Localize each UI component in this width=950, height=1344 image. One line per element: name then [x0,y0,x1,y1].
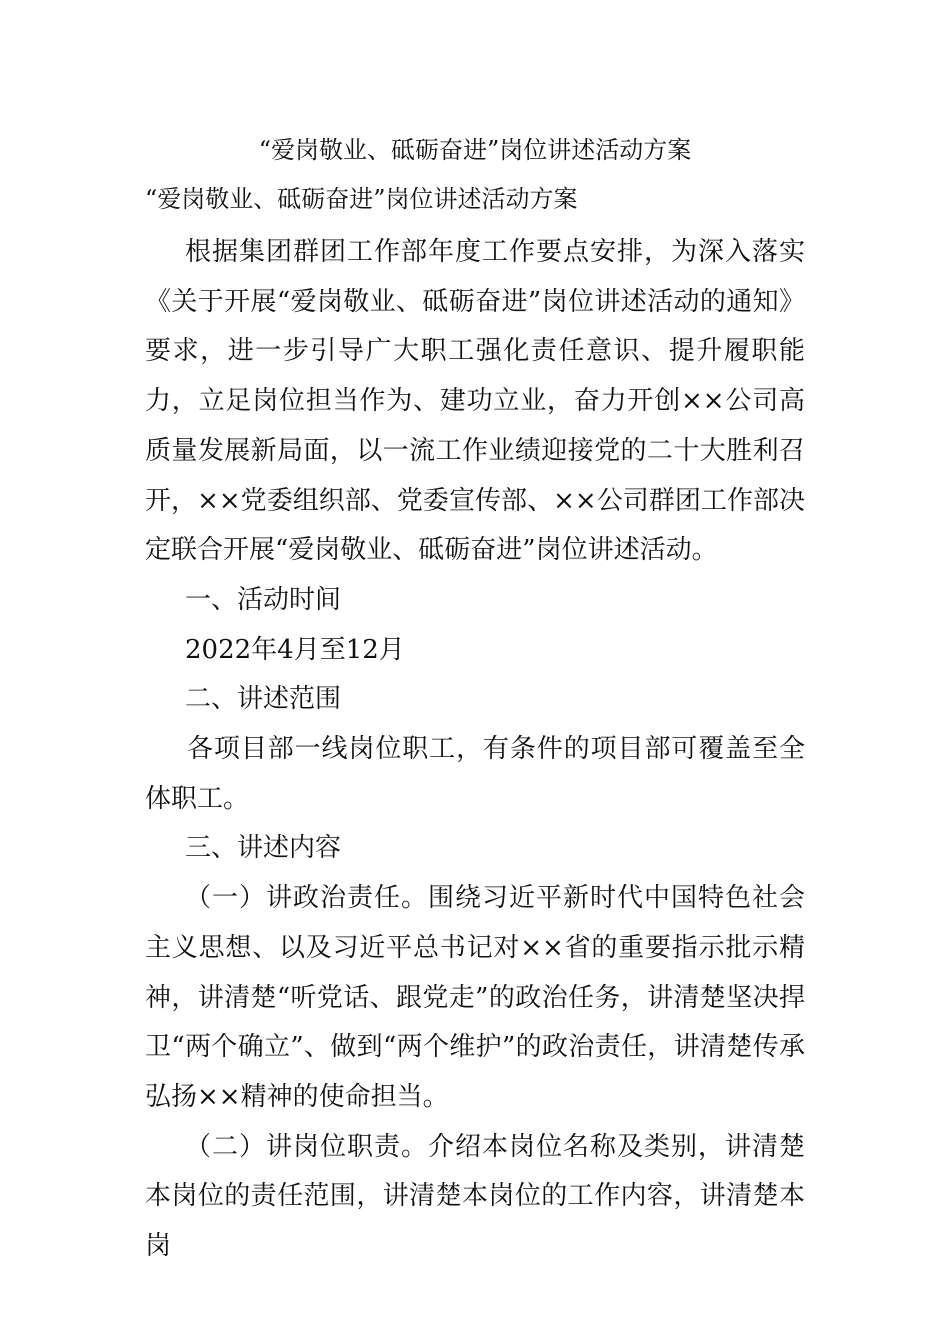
intro-paragraph: 根据集团群团工作部年度工作要点安排，为深入落实《关于开展“爱岗敬业、砥砺奋进”岗位讲述活动的通知》要求，进一步引导广大职工强化责任意识、提升履职能力，立足岗位担当作为、建功立业，奋力开创××公司高质量发展新局面，以一流工作业绩迎接党的二十大胜利召开，××党委组织部、党委宣传部、××公司群团工作部决定联合开展“爱岗敬业、砥砺奋进”岗位讲述活动。 [145,237,805,566]
activity-time-text: 2022年4月至12月 [185,634,405,665]
content-item-duty: （二）讲岗位职责。介绍本岗位名称及类别，讲清楚本岗位的责任范围，讲清楚本岗位的工作内容，讲清楚本岗 [145,1131,805,1262]
section-heading-time: 一、活动时间 [185,584,342,615]
section-heading-content: 三、讲述内容 [185,833,342,864]
document-body [145,228,805,1272]
scope-paragraph: 各项目部一线岗位职工，有条件的项目部可覆盖至全体职工。 [145,734,805,814]
document-subtitle: “爱岗敬业、砥砺奋进”岗位讲述活动方案 [145,185,578,213]
section-heading-scope: 二、讲述范围 [185,684,342,715]
document-title: “爱岗敬业、砥砺奋进”岗位讲述活动方案 [258,136,692,164]
content-item-political: （一）讲政治责任。围绕习近平新时代中国特色社会主义思想、以及习近平总书记对××省的重要指示批示精神，讲清楚“听党话、跟党走”的政治任务，讲清楚坚决捍卫“两个确立”、做到“两个维护”的政治责任，讲清楚传承弘扬××精神的使命担当。 [145,883,805,1112]
